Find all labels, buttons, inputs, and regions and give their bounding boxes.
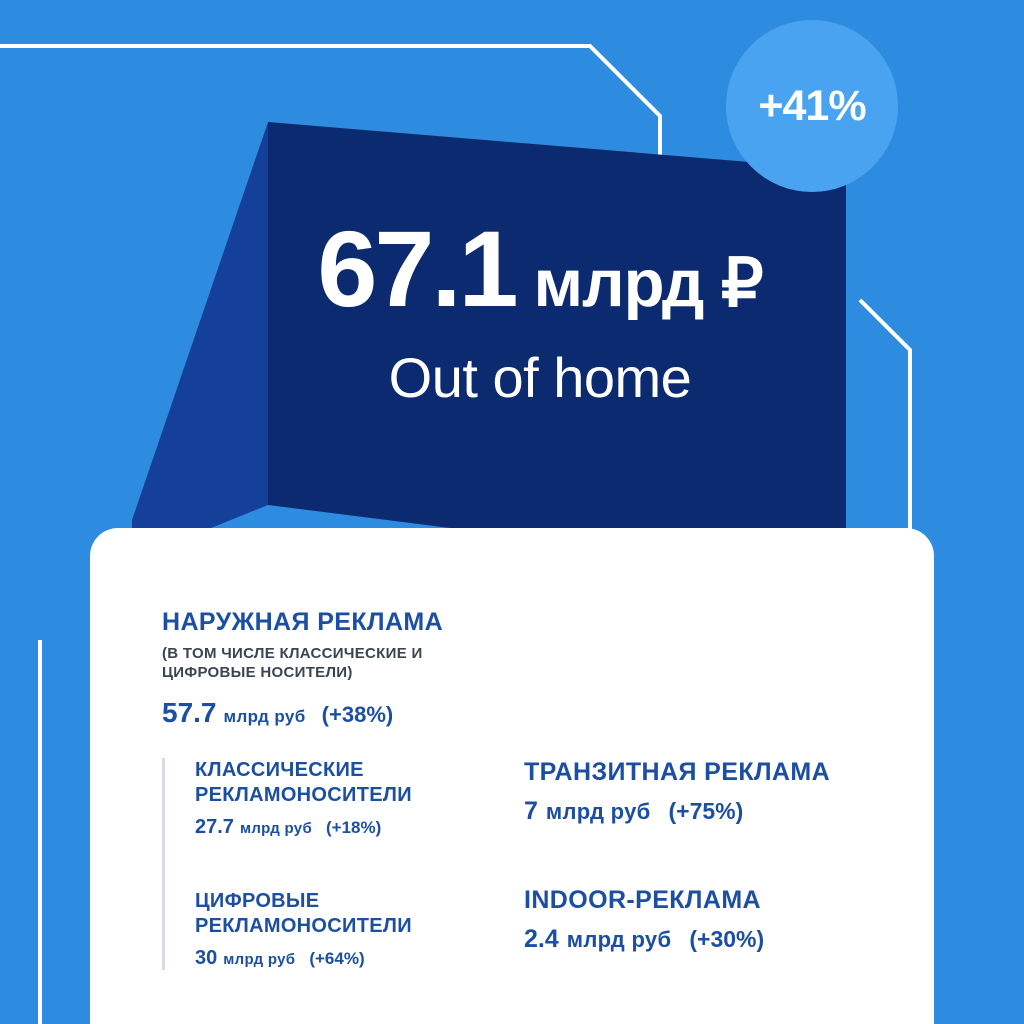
sub-category-column	[162, 758, 495, 970]
right-category-change: (+75%)	[668, 798, 744, 824]
right-category-title: INDOOR-РЕКЛАМА	[524, 886, 762, 914]
right-category-change: (+30%)	[689, 926, 765, 952]
stats-card	[90, 528, 934, 1024]
right-category-value: 2.4	[524, 925, 559, 953]
banner-value: 67.1	[317, 208, 516, 329]
right-category-unit: млрд руб	[566, 927, 672, 952]
growth-badge	[726, 20, 898, 192]
right-category-unit: млрд руб	[545, 799, 651, 824]
right-category-value-row	[524, 797, 904, 826]
sub-category-item	[195, 889, 495, 970]
main-category-unit: млрд руб	[223, 706, 306, 726]
main-category-title: НАРУЖНАЯ РЕКЛАМА	[162, 608, 444, 636]
sub-category-change: (+18%)	[326, 818, 382, 837]
right-category-item	[524, 886, 904, 954]
main-category-change: (+38%)	[321, 701, 394, 727]
sub-category-item	[195, 758, 495, 839]
right-category-title: ТРАНЗИТНАЯ РЕКЛАМА	[524, 758, 831, 786]
main-category-note: (В ТОМ ЧИСЛЕ КЛАССИЧЕСКИЕ И ЦИФРОВЫЕ НОСИТЕЛИ)	[162, 645, 423, 681]
sub-category-value: 30	[195, 947, 218, 969]
sub-category-value: 27.7	[195, 816, 234, 838]
sub-category-title: КЛАССИЧЕСКИЕ РЕКЛАМОНОСИТЕЛИ	[195, 759, 412, 806]
sub-category-unit: млрд руб	[223, 951, 296, 968]
sub-category-change: (+64%)	[309, 949, 365, 968]
right-category-value: 7	[524, 797, 538, 825]
sub-category-title: ЦИФРОВЫЕ РЕКЛАМОНОСИТЕЛИ	[195, 890, 412, 937]
banner-subtitle: Out of home	[388, 346, 692, 409]
right-category-value-row	[524, 925, 904, 954]
banner-headline	[200, 208, 880, 329]
banner-text-group	[200, 208, 880, 410]
main-category-block	[162, 608, 722, 729]
sub-category-value-row	[195, 816, 495, 839]
sub-category-unit: млрд руб	[239, 820, 313, 837]
main-category-value: 57.7	[162, 696, 217, 728]
sub-category-value-row	[195, 947, 495, 970]
growth-badge-label: +41%	[758, 81, 866, 130]
banner-unit: млрд ₽	[533, 246, 763, 321]
right-category-item	[524, 758, 904, 826]
right-category-column	[524, 758, 904, 954]
main-category-value-row	[162, 697, 722, 729]
